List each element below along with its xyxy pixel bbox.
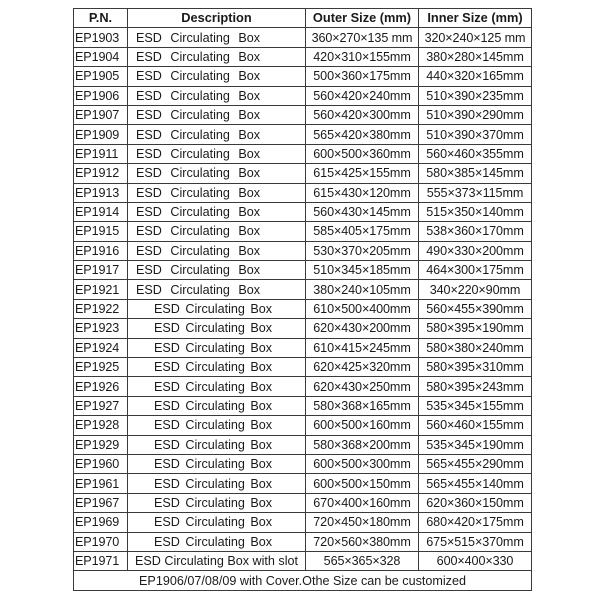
description-cell: ESD Circulating Box	[128, 183, 306, 202]
footer-row	[74, 571, 532, 590]
inner-size-cell: 535×345×190mm	[419, 435, 532, 454]
inner-size-cell: 510×390×290mm	[419, 105, 532, 124]
inner-size-cell: 580×395×310mm	[419, 358, 532, 377]
outer-size-cell: 620×425×320mm	[306, 358, 419, 377]
part-number-cell: EP1912	[74, 164, 128, 183]
part-number-cell: EP1970	[74, 532, 128, 551]
table-row	[74, 551, 532, 570]
part-number-cell: EP1924	[74, 338, 128, 357]
part-number-cell: EP1903	[74, 28, 128, 47]
table-row	[74, 454, 532, 473]
inner-size-cell: 580×380×240mm	[419, 338, 532, 357]
part-number-cell: EP1971	[74, 551, 128, 570]
table-row	[74, 144, 532, 163]
part-number-cell: EP1916	[74, 241, 128, 260]
part-number-cell: EP1925	[74, 358, 128, 377]
outer-size-cell: 500×360×175mm	[306, 67, 419, 86]
outer-size-cell: 615×425×155mm	[306, 164, 419, 183]
description-cell: ESD Circulating Box	[128, 241, 306, 260]
inner-size-cell: 320×240×125 mm	[419, 28, 532, 47]
part-number-cell: EP1928	[74, 416, 128, 435]
part-number-cell: EP1909	[74, 125, 128, 144]
inner-size-cell: 510×390×235mm	[419, 86, 532, 105]
part-number-cell: EP1914	[74, 202, 128, 221]
table-row	[74, 358, 532, 377]
outer-size-cell: 600×500×150mm	[306, 474, 419, 493]
outer-size-cell: 530×370×205mm	[306, 241, 419, 260]
part-number-cell: EP1905	[74, 67, 128, 86]
table-row	[74, 513, 532, 532]
part-number-cell: EP1961	[74, 474, 128, 493]
table-row	[74, 86, 532, 105]
table-row	[74, 377, 532, 396]
part-number-cell: EP1915	[74, 222, 128, 241]
outer-size-cell: 580×368×200mm	[306, 435, 419, 454]
part-number-cell: EP1969	[74, 513, 128, 532]
inner-size-cell: 620×360×150mm	[419, 493, 532, 512]
outer-size-cell: 560×420×240mm	[306, 86, 419, 105]
inner-size-cell: 515×350×140mm	[419, 202, 532, 221]
outer-size-cell: 600×500×300mm	[306, 454, 419, 473]
table-row	[74, 202, 532, 221]
inner-size-cell: 560×455×390mm	[419, 299, 532, 318]
description-cell: ESD Circulating Box	[128, 67, 306, 86]
part-number-cell: EP1917	[74, 261, 128, 280]
outer-size-cell: 585×405×175mm	[306, 222, 419, 241]
header-description: Description	[128, 9, 306, 28]
description-cell: ESD Circulating Box	[128, 319, 306, 338]
description-cell: ESD Circulating Box	[128, 280, 306, 299]
inner-size-cell: 535×345×155mm	[419, 396, 532, 415]
table-row	[74, 67, 532, 86]
table-row	[74, 280, 532, 299]
part-number-cell: EP1921	[74, 280, 128, 299]
outer-size-cell: 600×500×360mm	[306, 144, 419, 163]
outer-size-cell: 565×365×328	[306, 551, 419, 570]
table-row	[74, 222, 532, 241]
part-number-cell: EP1926	[74, 377, 128, 396]
table-row	[74, 435, 532, 454]
part-number-cell: EP1904	[74, 47, 128, 66]
table-row	[74, 164, 532, 183]
inner-size-cell: 538×360×170mm	[419, 222, 532, 241]
part-number-cell: EP1923	[74, 319, 128, 338]
outer-size-cell: 615×430×120mm	[306, 183, 419, 202]
outer-size-cell: 720×450×180mm	[306, 513, 419, 532]
table-row	[74, 241, 532, 260]
inner-size-cell: 560×460×155mm	[419, 416, 532, 435]
table-row	[74, 28, 532, 47]
inner-size-cell: 600×400×330	[419, 551, 532, 570]
outer-size-cell: 565×420×380mm	[306, 125, 419, 144]
part-number-cell: EP1911	[74, 144, 128, 163]
header-outer-size: Outer Size (mm)	[306, 9, 419, 28]
part-number-cell: EP1907	[74, 105, 128, 124]
description-cell: ESD Circulating Box	[128, 474, 306, 493]
inner-size-cell: 510×390×370mm	[419, 125, 532, 144]
description-cell: ESD Circulating Box	[128, 532, 306, 551]
outer-size-cell: 670×400×160mm	[306, 493, 419, 512]
part-number-cell: EP1960	[74, 454, 128, 473]
outer-size-cell: 560×430×145mm	[306, 202, 419, 221]
inner-size-cell: 675×515×370mm	[419, 532, 532, 551]
inner-size-cell: 565×455×140mm	[419, 474, 532, 493]
description-cell: ESD Circulating Box	[128, 396, 306, 415]
header-inner-size: Inner Size (mm)	[419, 9, 532, 28]
description-cell: ESD Circulating Box	[128, 125, 306, 144]
outer-size-cell: 610×500×400mm	[306, 299, 419, 318]
outer-size-cell: 620×430×200mm	[306, 319, 419, 338]
outer-size-cell: 380×240×105mm	[306, 280, 419, 299]
description-cell: ESD Circulating Box	[128, 513, 306, 532]
description-cell: ESD Circulating Box	[128, 377, 306, 396]
outer-size-cell: 420×310×155mm	[306, 47, 419, 66]
description-cell: ESD Circulating Box	[128, 202, 306, 221]
table-row	[74, 183, 532, 202]
header-pn: P.N.	[74, 9, 128, 28]
table-row	[74, 299, 532, 318]
description-cell: ESD Circulating Box	[128, 144, 306, 163]
description-cell: ESD Circulating Box	[128, 493, 306, 512]
inner-size-cell: 380×280×145mm	[419, 47, 532, 66]
description-cell: ESD Circulating Box	[128, 222, 306, 241]
inner-size-cell: 680×420×175mm	[419, 513, 532, 532]
inner-size-cell: 560×460×355mm	[419, 144, 532, 163]
outer-size-cell: 620×430×250mm	[306, 377, 419, 396]
product-spec-table	[73, 8, 532, 591]
description-cell: ESD Circulating Box	[128, 47, 306, 66]
table-row	[74, 47, 532, 66]
description-cell: ESD Circulating Box	[128, 338, 306, 357]
description-cell: ESD Circulating Box	[128, 28, 306, 47]
table-row	[74, 474, 532, 493]
part-number-cell: EP1967	[74, 493, 128, 512]
description-cell: ESD Circulating Box	[128, 105, 306, 124]
inner-size-cell: 464×300×175mm	[419, 261, 532, 280]
inner-size-cell: 580×385×145mm	[419, 164, 532, 183]
table-row	[74, 532, 532, 551]
outer-size-cell: 600×500×160mm	[306, 416, 419, 435]
inner-size-cell: 340×220×90mm	[419, 280, 532, 299]
inner-size-cell: 580×395×243mm	[419, 377, 532, 396]
part-number-cell: EP1929	[74, 435, 128, 454]
description-cell: ESD Circulating Box	[128, 454, 306, 473]
outer-size-cell: 360×270×135 mm	[306, 28, 419, 47]
table-row	[74, 105, 532, 124]
outer-size-cell: 720×560×380mm	[306, 532, 419, 551]
inner-size-cell: 440×320×165mm	[419, 67, 532, 86]
part-number-cell: EP1927	[74, 396, 128, 415]
header-row	[74, 9, 532, 28]
footer-note: EP1906/07/08/09 with Cover.Othe Size can be customized	[74, 571, 532, 590]
description-cell: ESD Circulating Box	[128, 435, 306, 454]
description-cell: ESD Circulating Box with slot	[128, 551, 306, 570]
inner-size-cell: 580×395×190mm	[419, 319, 532, 338]
inner-size-cell: 490×330×200mm	[419, 241, 532, 260]
table-row	[74, 261, 532, 280]
outer-size-cell: 510×345×185mm	[306, 261, 419, 280]
part-number-cell: EP1913	[74, 183, 128, 202]
description-cell: ESD Circulating Box	[128, 261, 306, 280]
description-cell: ESD Circulating Box	[128, 86, 306, 105]
description-cell: ESD Circulating Box	[128, 164, 306, 183]
description-cell: ESD Circulating Box	[128, 416, 306, 435]
description-cell: ESD Circulating Box	[128, 299, 306, 318]
part-number-cell: EP1922	[74, 299, 128, 318]
outer-size-cell: 610×415×245mm	[306, 338, 419, 357]
description-cell: ESD Circulating Box	[128, 358, 306, 377]
outer-size-cell: 560×420×300mm	[306, 105, 419, 124]
table-row	[74, 319, 532, 338]
inner-size-cell: 555×373×115mm	[419, 183, 532, 202]
table-row	[74, 125, 532, 144]
table-row	[74, 338, 532, 357]
table-row	[74, 493, 532, 512]
table-row	[74, 416, 532, 435]
table-row	[74, 396, 532, 415]
outer-size-cell: 580×368×165mm	[306, 396, 419, 415]
inner-size-cell: 565×455×290mm	[419, 454, 532, 473]
part-number-cell: EP1906	[74, 86, 128, 105]
